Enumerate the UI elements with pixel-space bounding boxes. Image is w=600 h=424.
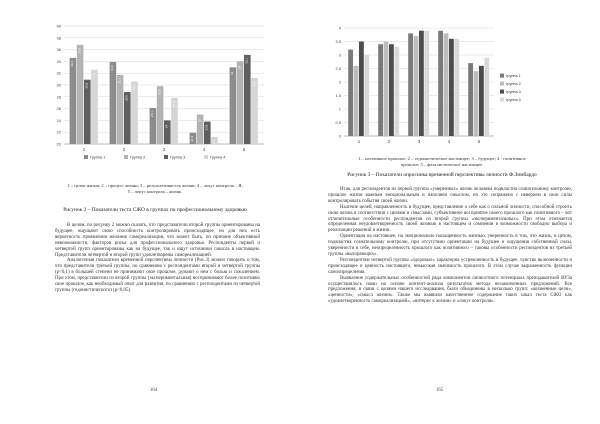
x-tick-label: 1	[357, 139, 361, 144]
y-tick-label: 40	[56, 23, 61, 29]
right-paragraph: Наличие целей, направленность в будущее, представление о себе как о сильной личности, способной строить свою жизнь в соответствии с целями и смыслами, субъективное восприятие своего прошлого как позитивного – вот отличительные особенности респондентов из второй группы «экспериментальных». При этом отмечается определенная неудовлетворенность своей жизнью в настоящем и сомнения в возможности свободно выбора и реализации решений в жизни.	[328, 204, 572, 234]
bar	[384, 42, 389, 137]
data-label: 30,6	[131, 84, 136, 91]
legend-swatch	[500, 74, 504, 78]
bar	[444, 33, 449, 136]
legend-label: Группа 2	[130, 155, 146, 160]
chart-sjo-scores	[50, 20, 270, 170]
legend-label: Группа 4	[210, 155, 226, 160]
y-tick-label: 24	[56, 117, 61, 123]
bar	[389, 44, 394, 136]
right-paragraph: Итак, для респондентов из первой группы «умеренных» жизнь человека подвластна сознательному контролю, прошлое жизни важным эмоциональным и наполнен смыслом, но это сопряжено с неверием в свои силы контролировать события своей жизни.	[328, 187, 572, 204]
legend-label: группа 4	[506, 98, 521, 103]
figure-2-title: Рисунок 2 – Показатели теста СЖО в группах по профессиональному здоровью	[63, 207, 247, 213]
caption-line-2: 5 – локус контроля – жизнь.	[127, 189, 183, 194]
y-tick-label: 3,5	[335, 39, 341, 44]
bar	[117, 75, 124, 144]
bar	[394, 47, 399, 136]
data-label: 33,9	[110, 65, 115, 71]
bar	[354, 66, 359, 136]
legend-label: Группа 1	[90, 155, 106, 160]
y-tick-label: 26	[56, 106, 61, 112]
bar	[378, 44, 383, 136]
right-page	[300, 0, 600, 424]
data-label: 32,6	[91, 72, 96, 79]
data-label: 25	[197, 118, 202, 123]
caption-line-2: прошлое; 5 – фаталистическое настоящее.	[400, 162, 484, 167]
caption-line-1: 1 – негативное прошлое; 2 – гедонистическое настоящее; 3 – будущее; 4 - позитивное	[358, 156, 526, 161]
legend-swatch	[204, 155, 208, 159]
y-tick-label: 1,5	[335, 93, 341, 98]
legend-swatch	[124, 155, 128, 159]
legend-label: группа 2	[506, 82, 521, 87]
bar	[251, 78, 258, 144]
x-tick-label: 1	[82, 147, 86, 152]
x-tick-label: 3	[162, 147, 166, 152]
data-label: 21,9	[190, 135, 195, 142]
legend-label: группа 1	[506, 74, 521, 79]
caption-line-1: 1 – целеи жизни; 2 – процесс жизни; 3 – результативность жизни; 4 – локус контроля – Я;	[67, 183, 243, 188]
bar	[454, 39, 459, 136]
right-paragraph: Выявление содержательных особенностей ряда компонентов личностного потенциала преподавателей ВУЗа осуществлялось нами на основе контент-анализа результатов метода незаконченных предложений. Все предложения, в связи с целями нашего исследования, были объединены в несколько групп: «жизненные цели», «ценности», «смысл жизни». Также мы выявили качественное содержание таких шкал теста СЖО как «удовлетворенность самореализацией», «интерес к жизни» и «локус контроля».	[328, 275, 572, 305]
data-label: 30,9	[84, 82, 89, 89]
y-tick-label: 20	[56, 141, 61, 147]
x-tick-label: 2	[122, 147, 126, 152]
y-tick-label: 32	[56, 70, 61, 76]
y-tick-label: 2,5	[335, 66, 341, 71]
x-tick-label: 5	[477, 139, 481, 144]
legend-swatch	[500, 98, 504, 102]
bar	[230, 67, 237, 144]
x-tick-label: 4	[447, 139, 451, 144]
bar	[449, 39, 454, 136]
data-label: 24	[164, 124, 169, 129]
left-paragraph: В целом, по рисунку 2 можно сказать, что представители второй группы ориентированы на будущее, ощущают свою способность контролировать происходящее, но для них есть вероятность проявления желания самореализации, что может быть, по причине объективной невозможности, факторов риска для профессионального здоровья. Респонденты первой и четвертой групп ориентированы как на будущее, так и ищут источники смысла в настоящем. Представители четвертой и второй групп удовлетворены самореализацией.	[55, 223, 260, 258]
y-tick-label: 0,5	[335, 120, 341, 125]
legend-swatch	[84, 155, 88, 159]
data-label: 21,2	[211, 139, 216, 146]
data-label: 26,1	[150, 111, 155, 117]
figure-2-legend-caption	[40, 183, 270, 195]
bar	[468, 63, 473, 136]
legend-swatch	[164, 155, 168, 159]
page-number-right: 165	[436, 388, 444, 393]
bar	[414, 36, 419, 136]
data-label: 36,8	[77, 47, 82, 54]
data-label: 33	[230, 71, 235, 75]
data-label: 29,8	[157, 89, 162, 96]
bar	[419, 31, 424, 136]
data-label: 34,6	[70, 60, 75, 67]
bar	[70, 58, 77, 144]
data-label: 31,2	[251, 80, 256, 87]
y-tick-label: 1	[338, 106, 341, 112]
y-tick-label: 4	[338, 25, 341, 31]
data-label: 31,7	[117, 78, 122, 84]
y-tick-label: 28	[56, 94, 61, 100]
bar	[408, 33, 413, 136]
legend-label: группа 3	[506, 90, 521, 95]
legend-label: Группа 3	[170, 155, 186, 160]
data-label: 34	[237, 65, 242, 70]
x-tick-label: 5	[242, 147, 246, 152]
bar	[237, 61, 244, 144]
bar	[474, 71, 479, 136]
data-label: 28,8	[124, 95, 129, 102]
x-tick-label: 2	[387, 139, 391, 144]
y-tick-label: 22	[56, 129, 61, 135]
bar	[164, 120, 171, 144]
y-tick-label: 30	[56, 82, 61, 88]
y-tick-label: 2	[338, 79, 341, 85]
legend-swatch	[500, 90, 504, 94]
chart-time-perspective	[330, 22, 550, 150]
y-tick-label: 34	[56, 58, 61, 64]
figure-3-title: Рисунок 3 – Показатели опросника временной перспективы личности Ф.Зимбардо	[347, 172, 537, 178]
right-paragraph: Ориентация на настоящее, на эмоционально насыщенность жизнью, уверенность в том, что жизнь, в целом, подвластна сознательному контролю, при отсутствии ориентации на будущее и ощущения собственной силы, уверенности в себе, неопределенность прошлого как позитивного – таковы особенности респондентов из третьей группы «выгорающих».	[328, 234, 572, 257]
bar	[77, 45, 84, 144]
y-tick-label: 38	[56, 35, 61, 41]
data-label: 23,8	[204, 124, 209, 131]
x-tick-label: 4	[202, 147, 206, 152]
left-body-text	[55, 223, 260, 294]
bar	[348, 50, 353, 136]
bar	[110, 62, 117, 144]
bar	[484, 58, 489, 136]
right-paragraph: Респондентам четвертой группы «здоровых» характерна устремленность в будущее, чувство включенности и происходящее и ценность настоящего, невысокая значимость прошлого. В этом случае выраженность функции самоопределения.	[328, 257, 572, 275]
bar	[364, 55, 369, 136]
legend-swatch	[500, 82, 504, 86]
data-label: 27,8	[171, 101, 176, 107]
bar	[479, 66, 484, 136]
bar	[91, 70, 98, 144]
left-paragraph: Аналогичная показатели временной перспективы личности (Рис.3) можно говорить о том, что представители третьей группы, по сравнению с респондентами второй и четвертой группы (p<0,1) в большей степени не принимают свое прошлое, думают о нем с болью и сожалением. При этом, представители из второй группы (экспериментальная) воспринимают более позитивно свое прошлое, как необходимый опыт для развития, по сравнению с респондентами из четвертой группы (гедонистического) (p<0,05).	[55, 258, 260, 293]
right-body-text	[328, 187, 572, 305]
bar	[244, 55, 251, 144]
bar	[359, 42, 364, 137]
data-label: 35,1	[244, 57, 249, 64]
figure-3-legend-caption	[322, 156, 562, 168]
bar	[438, 31, 443, 136]
x-tick-label: 3	[417, 139, 421, 144]
y-tick-label: 36	[56, 47, 61, 53]
page-number-left: 164	[150, 388, 158, 393]
bar	[424, 31, 429, 136]
y-tick-label: 0	[338, 133, 341, 139]
y-tick-label: 3	[338, 52, 341, 58]
